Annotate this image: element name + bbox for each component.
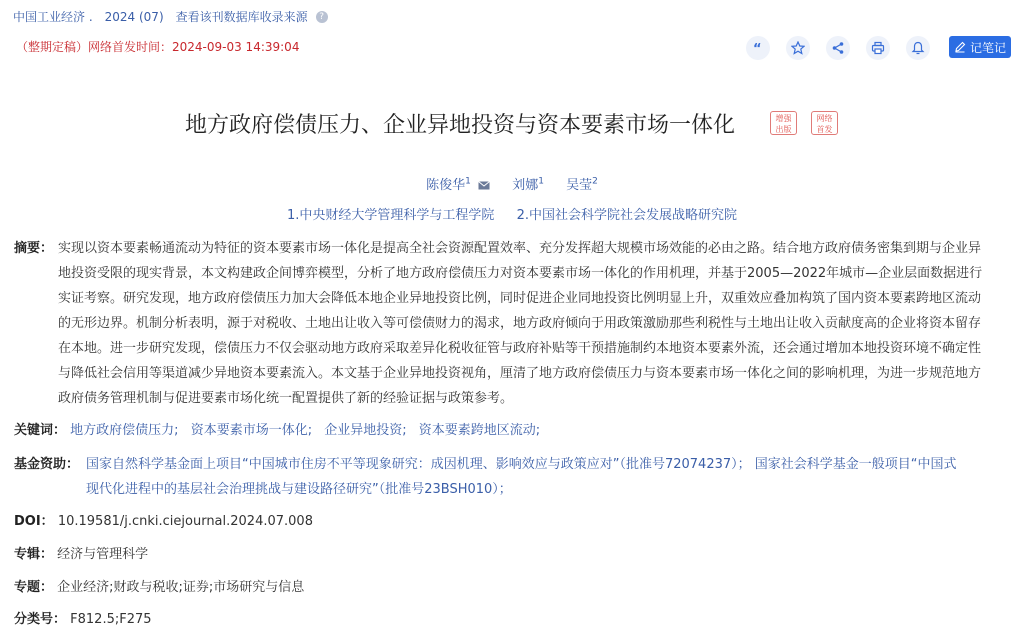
- classno-value: F812.5;F275: [70, 612, 152, 627]
- topic-row: [14, 575, 304, 600]
- bell-icon[interactable]: [906, 36, 930, 60]
- help-icon[interactable]: ?: [316, 11, 328, 23]
- print-icon[interactable]: [866, 36, 890, 60]
- breadcrumb: [13, 8, 328, 25]
- abstract-text: [58, 236, 1013, 411]
- author-name: 吴莹: [566, 178, 593, 193]
- doi-value: 10.19581/j.cnki.ciejournal.2024.07.008: [57, 514, 313, 529]
- author-link[interactable]: [426, 178, 494, 193]
- funding-line: 现代化进程中的基层社会治理挑战与建设路径研究”（批准号23BSH010）；: [86, 482, 512, 497]
- author-affil-index: 2: [592, 176, 598, 187]
- online-first-badge[interactable]: [811, 111, 838, 135]
- abstract-line: 在本地。进一步研究发现，偿债压力不仅会驱动地方政府采取差异化税收征管与政府补贴等干预措施制约本地资本要素外流，还会通过增加本地投资环境不确定性: [58, 341, 982, 356]
- special-value: 经济与管理科学: [57, 547, 149, 562]
- svg-text:“: “: [753, 42, 762, 55]
- special-row: [14, 542, 148, 567]
- badge-text: 网络: [816, 114, 833, 123]
- share-icon[interactable]: [826, 36, 850, 60]
- toolbar: [746, 36, 946, 60]
- badge-text: 增强: [775, 114, 792, 123]
- abstract-line: 的无形边界。机制分析表明，源于对税收、土地出让收入等可偿债财力的渴求，地方政府倾向于用政策激励那些利税性与土地出让收入贡献度高的企业将资本留存: [58, 316, 982, 331]
- doi-row: [14, 509, 313, 534]
- enhanced-publication-badge[interactable]: [770, 111, 797, 135]
- topic-value: 企业经济;财政与税收;证券;市场研究与信息: [57, 580, 305, 595]
- abstract-label: 摘要：: [14, 241, 54, 256]
- classno-row: [14, 607, 152, 632]
- author-name: 陈俊华: [426, 178, 466, 193]
- keywords-label: 关键词：: [14, 423, 67, 438]
- classno-label: 分类号：: [14, 612, 67, 627]
- abstract-line: 与降低社会信用等渠道减少异地资本要素流入。本文基于企业异地投资视角，厘清了地方政府偿债压力与资本要素市场一体化之间的影响机理，为进一步规范地方: [58, 366, 982, 381]
- funding-section: [14, 452, 1014, 502]
- funding-line: 国家自然科学基金面上项目“中国城市住房不平等现象研究：成因机理、影响效应与政策应对”（批准号72074237）； 国家社会科学基金一般项目“中国式: [86, 457, 957, 472]
- database-source-link[interactable]: 查看该刊数据库收录来源: [175, 10, 308, 24]
- affiliation-link[interactable]: 1.中央财经大学管理科学与工程学院: [287, 208, 495, 223]
- keyword-link[interactable]: 资本要素市场一体化;: [190, 423, 313, 438]
- topic-label: 专题：: [14, 580, 54, 595]
- keyword-link[interactable]: 地方政府偿债压力;: [70, 423, 179, 438]
- cite-icon[interactable]: [746, 36, 770, 60]
- abstract-line: 实现以资本要素畅通流动为特征的资本要素市场一体化是提高全社会资源配置效率、充分发挥超大规模市场效能的必由之路。结合地方政府债务密集到期与企业异: [58, 241, 982, 256]
- funding-label: 基金资助：: [14, 457, 80, 472]
- badge-text: 首发: [816, 125, 833, 134]
- author-affil-index: 1: [538, 176, 544, 187]
- author-link[interactable]: [512, 178, 548, 193]
- author-affil-index: 1: [465, 176, 471, 187]
- author-list: [0, 174, 1024, 193]
- affiliation-list: [0, 204, 1024, 223]
- take-note-label: 记笔记: [969, 40, 1006, 55]
- author-name: 刘娜: [512, 178, 539, 193]
- email-icon[interactable]: [478, 181, 490, 190]
- special-label: 专辑：: [14, 547, 54, 562]
- pencil-icon: [954, 41, 966, 53]
- star-icon[interactable]: [786, 36, 810, 60]
- badge-text: 出版: [775, 125, 792, 134]
- article-title: 地方政府偿债压力、企业异地投资与资本要素市场一体化: [185, 113, 736, 138]
- issue-link[interactable]: 2024 (07): [104, 9, 164, 24]
- keyword-link[interactable]: 资本要素跨地区流动;: [418, 423, 541, 438]
- abstract-line: 地投资受限的现实背景，本文构建政企间博弈模型，分析了地方政府偿债压力对资本要素市场一体化的作用机理，并基于2005—2022年城市—企业层面数据进行: [58, 266, 983, 281]
- abstract-line: 政府债务管理机制与促进要素市场化统一配置提供了新的经验证据与政策参考。: [58, 391, 514, 406]
- author-link[interactable]: [566, 178, 598, 193]
- journal-link[interactable]: 中国工业经济 .: [13, 10, 93, 24]
- funding-text[interactable]: [86, 452, 1014, 502]
- take-note-button[interactable]: [949, 36, 1011, 58]
- keywords-section: [14, 418, 548, 443]
- affiliation-link[interactable]: 2.中国社会科学院社会发展战略研究院: [516, 208, 737, 223]
- doi-label: DOI：: [14, 514, 54, 529]
- publish-time: （整期定稿）网络首发时间：2024-09-03 14:39:04: [16, 40, 300, 54]
- keyword-link[interactable]: 企业异地投资;: [324, 423, 407, 438]
- abstract-line: 实证考察。研究发现，地方政府偿债压力加大会降低本地企业异地投资比例，同时促进企业同地投资比例明显上升，双重效应叠加构筑了国内资本要素跨地区流动: [58, 291, 982, 306]
- abstract-section: [14, 236, 1014, 411]
